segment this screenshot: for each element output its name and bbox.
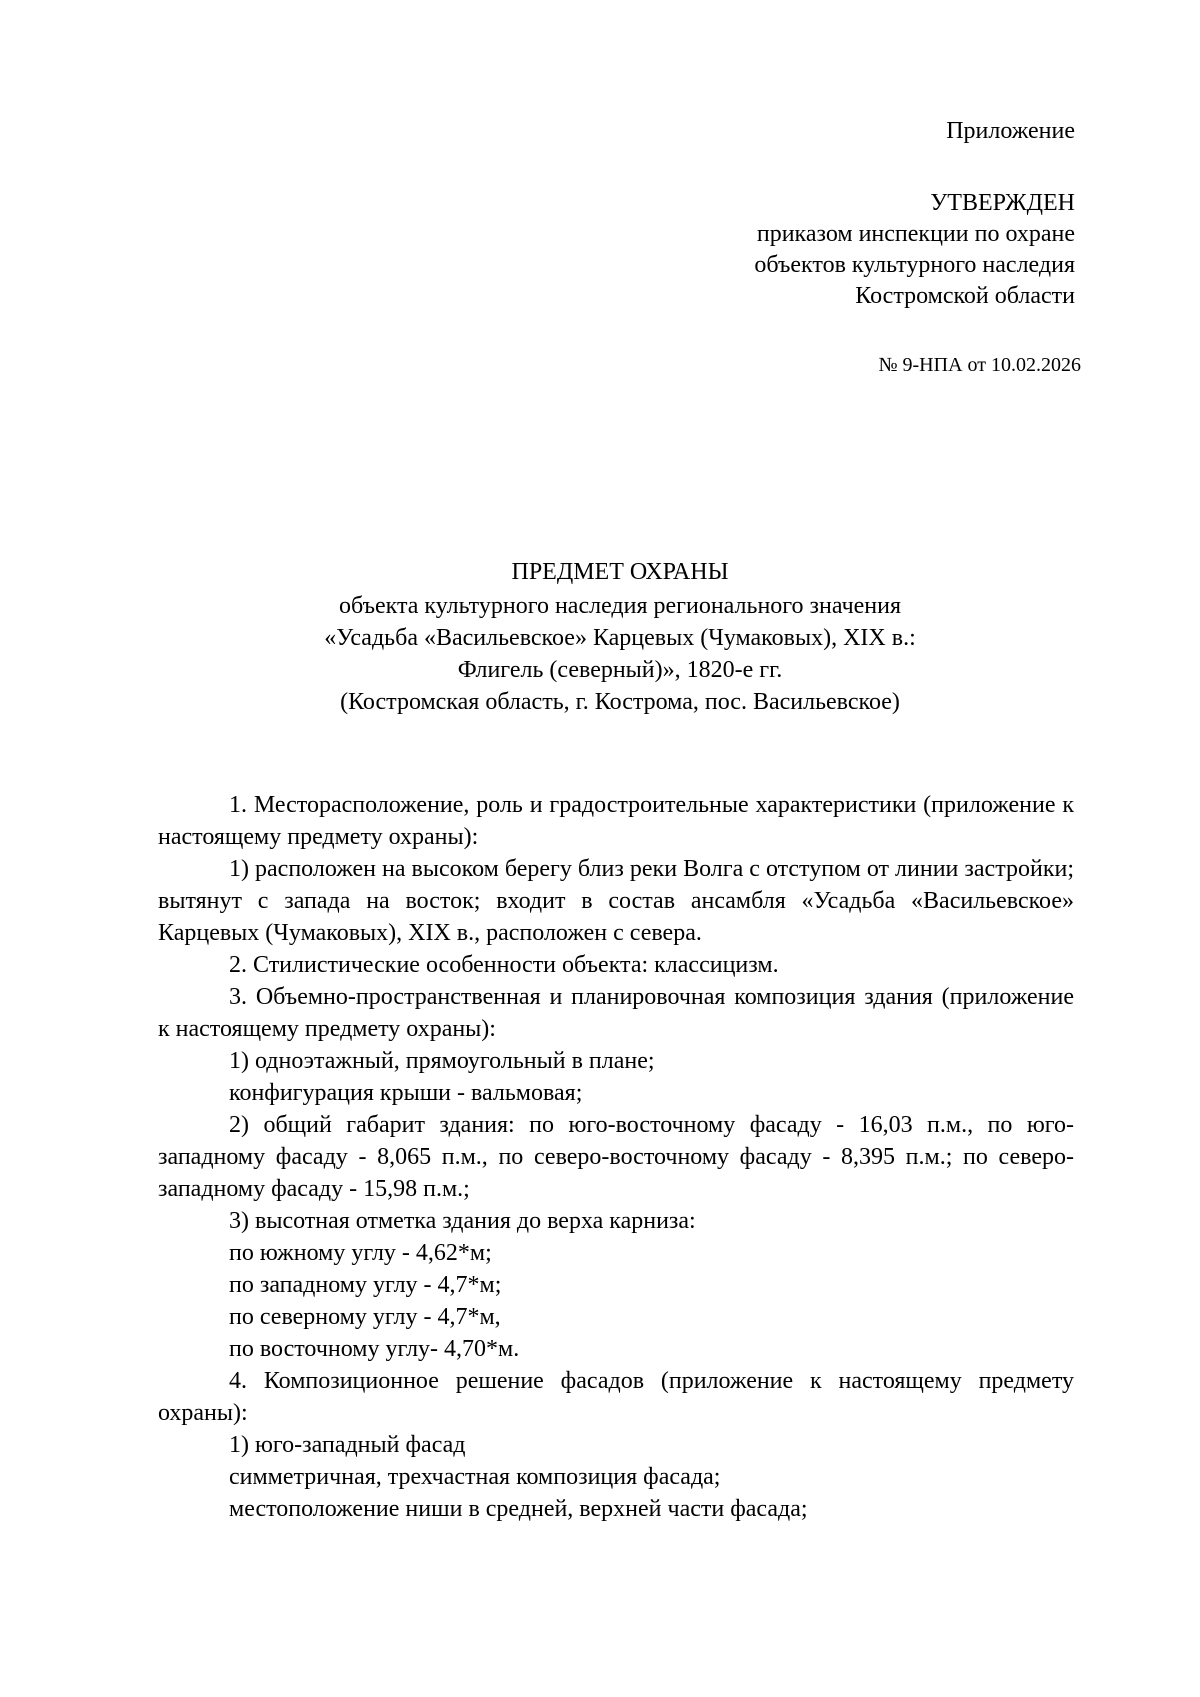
paragraph: 3. Объемно-пространственная и планировочная композиция здания (приложение к настоящему предмету охраны): bbox=[158, 984, 1074, 1042]
title-line: Флигель (северный)», 1820-е гг. bbox=[457, 657, 783, 683]
document-body bbox=[158, 789, 1074, 1525]
order-number: № 9-НПА от 10.02.2026 bbox=[878, 354, 1081, 376]
paragraph: 1) одноэтажный, прямоугольный в плане; bbox=[229, 1048, 655, 1074]
approved-line: приказом инспекции по охране bbox=[756, 221, 1075, 247]
paragraph: по западному углу - 4,7*м; bbox=[229, 1272, 502, 1298]
approved-label: УТВЕРЖДЕН bbox=[930, 190, 1075, 216]
approved-line: Костромской области bbox=[855, 283, 1075, 309]
paragraph: конфигурация крыши - вальмовая; bbox=[229, 1080, 583, 1106]
title-line: объекта культурного наследия регионального значения bbox=[338, 593, 902, 619]
approved-line: объектов культурного наследия bbox=[754, 252, 1075, 278]
document-title-block bbox=[160, 556, 1080, 718]
title-line: «Усадьба «Васильевское» Карцевых (Чумаковых), XIX в.: bbox=[324, 625, 916, 651]
title-line: (Костромская область, г. Кострома, пос. Васильевское) bbox=[340, 689, 900, 715]
appendix-label: Приложение bbox=[946, 118, 1075, 144]
paragraph: по северному углу - 4,7*м, bbox=[229, 1304, 501, 1330]
paragraph: 1) расположен на высоком берегу близ реки Волга с отступом от линии застройки; вытянут с запада на восток; входит в состав ансамбля «Усадьба «Васильевское» Карцевых (Чумаковых), XIX в., расположен с севера. bbox=[158, 856, 1074, 946]
paragraph: 1) юго-западный фасад bbox=[229, 1432, 466, 1458]
paragraph: симметричная, трехчастная композиция фасада; bbox=[229, 1464, 721, 1490]
paragraph: по южному углу - 4,62*м; bbox=[229, 1240, 492, 1266]
document-title: ПРЕДМЕТ ОХРАНЫ bbox=[511, 559, 729, 585]
paragraph: 2) общий габарит здания: по юго-восточному фасаду - 16,03 п.м., по юго-западному фасаду - 8,065 п.м., по северо-восточному фасаду - 8,395 п.м.; по северо-западному фасаду - 15,98 п.м.; bbox=[158, 1112, 1074, 1202]
paragraph: 3) высотная отметка здания до верха карниза: bbox=[229, 1208, 696, 1234]
approval-block bbox=[754, 188, 1075, 312]
paragraph: 2. Стилистические особенности объекта: классицизм. bbox=[229, 952, 779, 978]
paragraph: по восточному углу- 4,70*м. bbox=[229, 1336, 520, 1362]
paragraph: местоположение ниши в средней, верхней части фасада; bbox=[229, 1496, 808, 1522]
paragraph: 1. Месторасположение, роль и градостроительные характеристики (приложение к настоящему предмету охраны): bbox=[158, 792, 1074, 850]
paragraph: 4. Композиционное решение фасадов (приложение к настоящему предмету охраны): bbox=[158, 1368, 1074, 1426]
